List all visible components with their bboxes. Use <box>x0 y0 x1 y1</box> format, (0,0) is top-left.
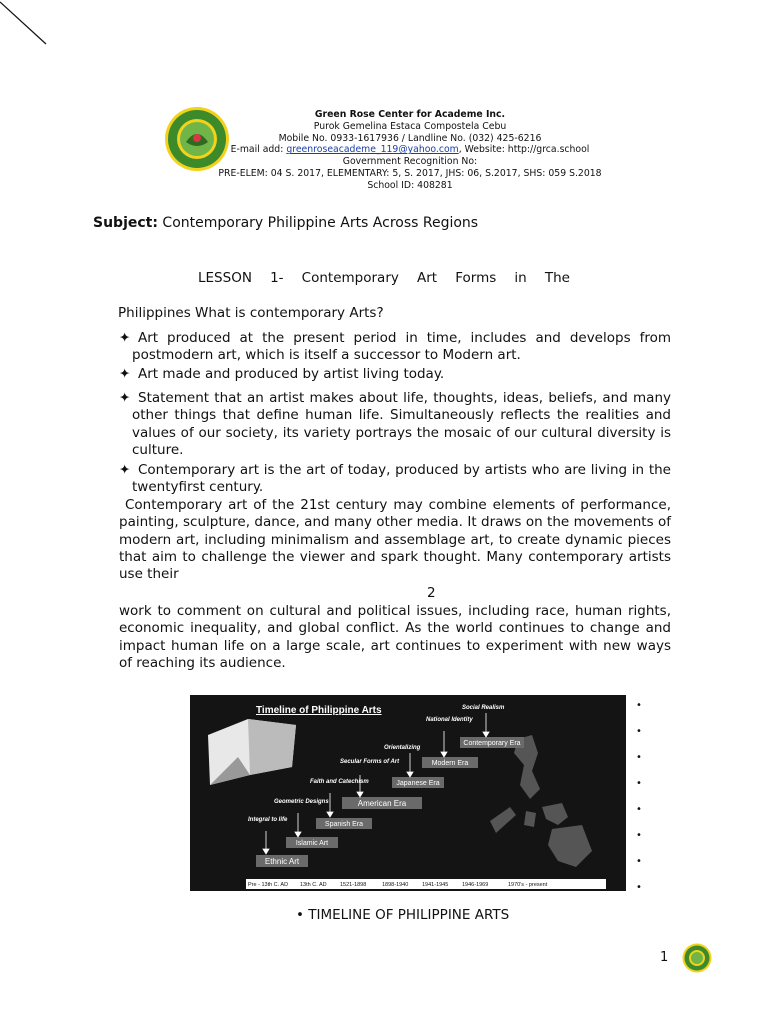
lesson-word: Forms <box>455 270 497 286</box>
address: Purok Gemelina Estaca Compostela Cebu <box>313 120 507 132</box>
figure-caption: • TIMELINE OF PHILIPPINE ARTS <box>296 907 510 923</box>
lesson-word: 1- <box>270 270 284 286</box>
timeline-title: Timeline of Philippine Arts <box>256 705 382 716</box>
email-link[interactable]: greenroseacademe_119@yahoo.com <box>286 144 459 156</box>
question-line: Philippines What is contemporary Arts? <box>118 305 384 321</box>
lesson-word: Art <box>417 270 438 286</box>
four-point-star-icon: ✦ <box>119 330 131 346</box>
era-label: Japanese Era <box>396 780 440 787</box>
axis-label: 1970's - present <box>508 882 548 888</box>
era-label: American Era <box>357 799 407 808</box>
dot: • <box>636 882 642 893</box>
era-label: Ethnic Art <box>264 857 300 866</box>
four-point-star-icon: ✦ <box>119 366 131 382</box>
era-label: Modern Era <box>431 760 469 767</box>
school-id: School ID: 408281 <box>367 179 453 191</box>
dot: • <box>636 778 642 789</box>
axis-label: 1521-1898 <box>340 882 367 888</box>
page-number-mid: 2 <box>427 585 436 601</box>
theme-label: Secular Forms of Art <box>340 759 400 765</box>
contact-line <box>200 144 620 156</box>
theme-label: Social Realism <box>462 705 505 711</box>
bullet-item: ✦ Art made and produced by artist living today. <box>119 366 445 382</box>
paragraph-1: Contemporary art of the 21st century may combine elements of performance, painting, sculpture, dance, and many other media. It draws on the movements of modern art, including minimalism and assemblage art, to create dynamic pieces that aim to challenge the viewer and spark thought. Many contemporary artists use their <box>119 497 671 583</box>
dot: • <box>636 830 642 841</box>
phones: Mobile No. 0933-1617936 / Landline No. (032) 425-6216 <box>278 132 542 144</box>
theme-label: Faith and Catechism <box>310 779 369 785</box>
page-number: 1 <box>660 950 669 965</box>
four-point-star-icon: ✦ <box>119 390 131 406</box>
school-seal-small-icon <box>682 943 712 973</box>
org-name: Green Rose Center for Academe Inc. <box>314 109 506 120</box>
subject-value: Contemporary Philippine Arts Across Regions <box>157 215 479 231</box>
dot: • <box>636 726 642 737</box>
timeline-image <box>190 695 626 891</box>
axis-label: 1898-1940 <box>382 882 409 888</box>
email-prefix: E-mail add: <box>230 144 287 156</box>
axis-label: 13th C. AD <box>300 882 327 888</box>
dot: • <box>636 700 642 711</box>
website: , Website: http://grca.school <box>458 144 590 156</box>
paragraph-2: work to comment on cultural and political issues, including race, human rights, economic inequality, and global conflict. As the world continues to change and impact human life on a large scale, art continues to experiment with new ways of reaching its audience. <box>119 603 671 671</box>
axis-label: Pre - 13th C. AD <box>248 882 289 888</box>
dot: • <box>636 752 642 763</box>
bullet-item: ✦ Statement that an artist makes about life, thoughts, ideas, beliefs, and many other things that define human life. Simultaneously reflects the realities and values of our society, its variety portrays the mosaic of our cultural diversity is culture. <box>119 390 671 458</box>
recognition: Government Recognition No: <box>342 156 478 168</box>
dot: • <box>636 856 642 867</box>
subject-line <box>93 215 478 231</box>
dot: • <box>636 804 642 815</box>
theme-label: Integral to life <box>248 817 288 823</box>
lesson-word: Contemporary <box>301 270 399 286</box>
era-label: Islamic Art <box>295 840 329 847</box>
bullet-item: ✦ Art produced at the present period in time, includes and develops from postmodern art, which is itself a successor to Modern art. <box>119 330 671 364</box>
theme-label: Geometric Designs <box>274 799 329 805</box>
era-label: Contemporary Era <box>463 740 521 747</box>
recognition-line: PRE-ELEM: 04 S. 2017, ELEMENTARY: 5, S. 2017, JHS: 06, S.2017, SHS: 059 S.2018 <box>218 167 602 179</box>
lesson-word: in <box>514 270 527 286</box>
axis-label: 1941-1945 <box>422 882 449 888</box>
lesson-heading <box>198 270 570 286</box>
lesson-word: LESSON <box>198 270 252 286</box>
lesson-word: The <box>544 270 570 286</box>
four-point-star-icon: ✦ <box>119 462 131 478</box>
corner-line <box>0 0 60 50</box>
era-label: Spanish Era <box>324 821 364 828</box>
bullet-item: ✦ Contemporary art is the art of today, produced by artists who are living in the twentyfirst century. <box>119 462 671 496</box>
axis-label: 1946-1969 <box>462 882 489 888</box>
school-header <box>200 109 620 192</box>
subject-label: Subject: <box>93 215 158 231</box>
theme-label: National Identity <box>426 717 473 723</box>
theme-label: Orientalizing <box>384 745 421 751</box>
